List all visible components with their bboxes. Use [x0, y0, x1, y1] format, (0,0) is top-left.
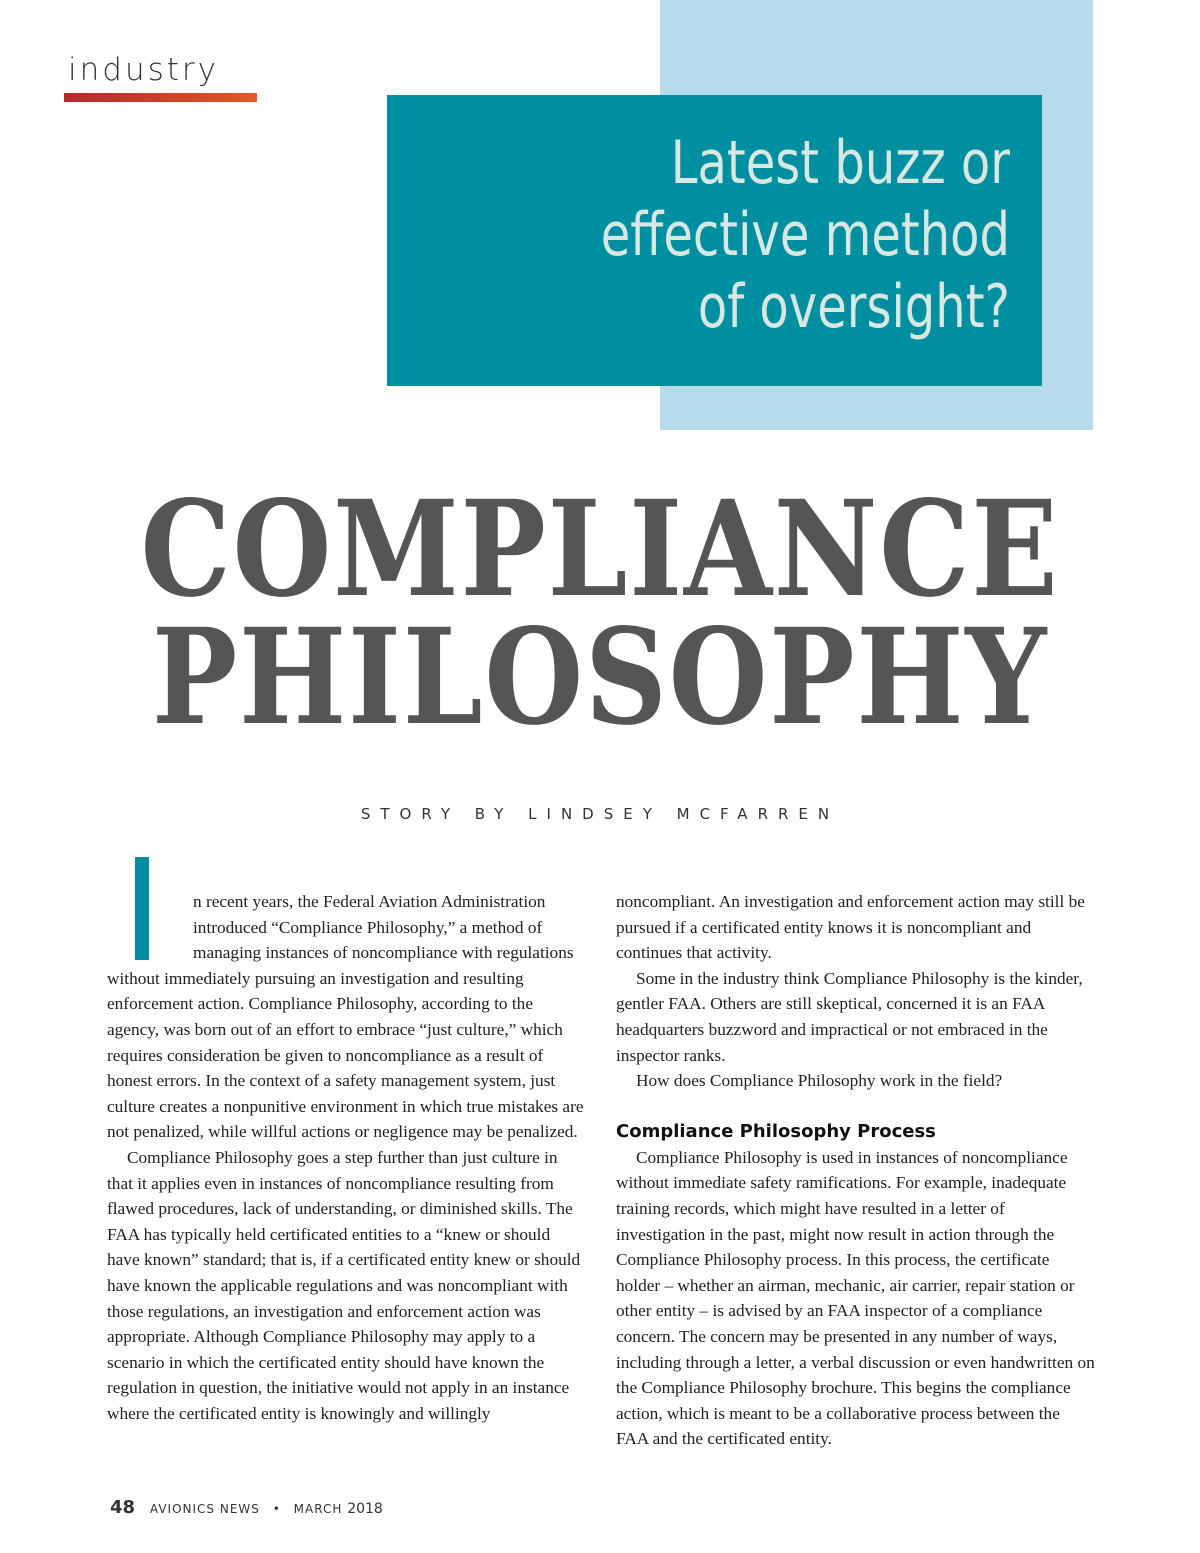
section-label: industry	[68, 52, 219, 88]
paragraph: How does Compliance Philosophy work in the field?	[636, 1071, 1003, 1091]
byline: STORY BY LINDSEY MCFARREN	[360, 805, 840, 823]
right-column	[616, 889, 1096, 1452]
paragraph: noncompliant. An investigation and enforcement action may still be pursued if a certificated entity knows it is noncompliant and continues that activity.	[616, 892, 1085, 963]
section-rule	[64, 93, 257, 102]
page-footer	[110, 1497, 383, 1518]
paragraph: Compliance Philosophy goes a step further than just culture in that it applies even in instances of noncompliance resulting from flawed procedures, lack of understanding, or diminished skills. The FAA has typically held certificated entities to a “knew or should have known” standard; that is, if a certificated entity knew or should have known the applicable regulations and was noncompliant with those regulations, an investigation and enforcement action was appropriate. Although Compliance Philosophy may apply to a scenario in which the certificated entity should have known the regulation in question, the initiative would not apply in an instance where the certificated entity is knowingly and willingly	[107, 1147, 581, 1423]
paragraph: Compliance Philosophy is used in instances of noncompliance without immediate safety ramifications. For example, inadequate training records, which might have resulted in a letter of investigation in the past, might now result in action through the Compliance Philosophy process. In this process, the certificate holder – whether an airman, mechanic, air carrier, repair station or other entity – is advised by an FAA inspector of a compliance concern. The concern may be presented in any number of ways, including through a letter, a verbal discussion or even handwritten on the Compliance Philosophy brochure. This begins the compliance action, which is meant to be a collaborative process between the FAA and the certificated entity.	[616, 1147, 1095, 1449]
footer-separator: •	[272, 1502, 281, 1516]
deck-title	[530, 127, 1010, 343]
issue-month: MARCH	[293, 1502, 343, 1516]
subhead: Compliance Philosophy Process	[616, 1120, 936, 1142]
deck-line-2: effective method	[600, 200, 1010, 270]
paragraph-text: n recent years, the Federal Aviation Administration introduced “Compliance Philosophy,” a method of managing instances of noncompliance with regulations without immediately pursuing an investigation and resulting enforcement action. Compliance Philosophy, according to the agency, was born out of an effort to embrace “just culture,” which requires consideration be given to noncompliance as a result of honest errors. In the context of a safety management system, just culture creates a nonpunitive environment in which true mistakes are not penalized, while willful actions or negligence may be penalized.	[107, 892, 584, 1142]
headline-line-2: PHILOSOPHY	[151, 600, 1049, 755]
deck-line-1: Latest buzz or	[670, 128, 1010, 198]
publication-name: AVIONICS NEWS	[149, 1502, 260, 1516]
paragraph: Some in the industry think Compliance Philosophy is the kinder, gentler FAA. Others are still skeptical, concerned it is an FAA headquarters buzzword and impractical or not embraced in the inspector ranks.	[616, 968, 1083, 1065]
drop-cap	[135, 857, 149, 960]
deck-line-3: of oversight?	[697, 272, 1010, 342]
left-column	[107, 889, 587, 1426]
page-number: 48	[110, 1497, 136, 1518]
issue-year: 2018	[347, 1501, 383, 1517]
headline-line-1: COMPLIANCE	[140, 472, 1060, 627]
paragraph	[107, 889, 587, 1145]
